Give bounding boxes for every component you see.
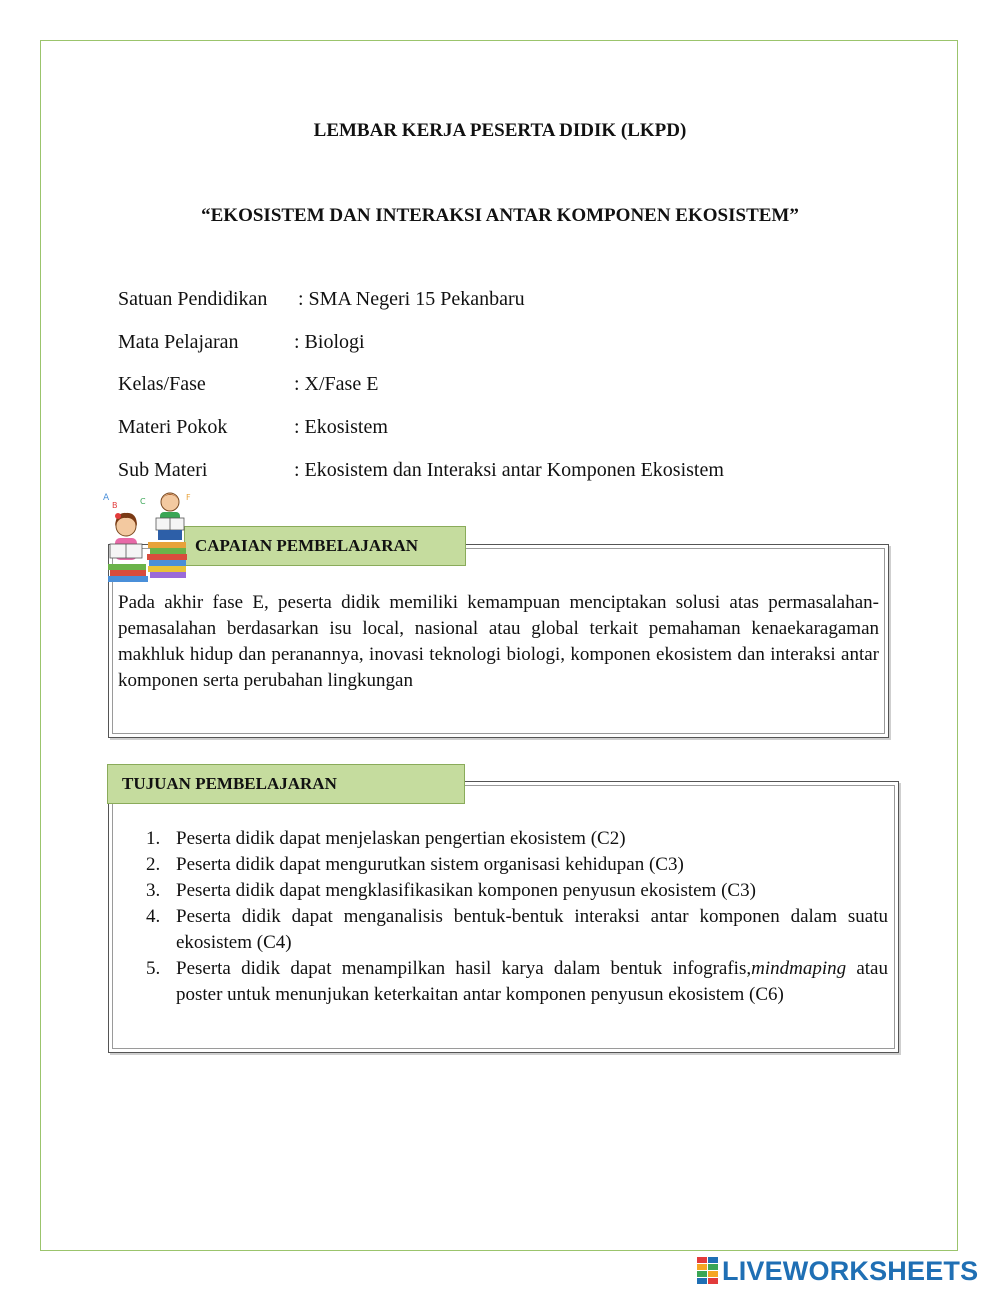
svg-text:A: A <box>103 493 110 503</box>
list-item-text <box>176 958 888 1005</box>
liveworksheets-logo-icon <box>697 1257 719 1285</box>
list-item <box>118 878 888 904</box>
list-item <box>118 904 888 956</box>
info-value: : X/Fase E <box>294 373 379 395</box>
info-value: : SMA Negeri 15 Pekanbaru <box>298 288 525 310</box>
svg-text:B: B <box>112 501 118 510</box>
kids-reading-illustration <box>100 486 196 584</box>
info-label: Sub Materi <box>118 459 208 481</box>
info-label: Mata Pelajaran <box>118 331 239 353</box>
info-label: Materi Pokok <box>118 416 228 438</box>
svg-text:C: C <box>140 497 146 506</box>
info-label: Satuan Pendidikan <box>118 288 268 310</box>
document-title: LEMBAR KERJA PESERTA DIDIK (LKPD) <box>313 120 687 141</box>
list-item <box>118 852 888 878</box>
list-item-text: Peserta didik dapat menganalisis bentuk-bentuk interaksi antar komponen dalam suatu ekosistem (C4) <box>176 906 888 953</box>
info-value: : Ekosistem dan Interaksi antar Komponen Ekosistem <box>294 459 724 481</box>
capaian-text: Pada akhir fase E, peserta didik memiliki kemampuan menciptakan solusi atas permasalahan-pemasalahan berdasarkan isu local, nasional atau global terkait pemahaman kenaekaragaman makhluk hidup dan peranannya, inovasi teknologi biologi, komponen ekosistem dan interaksi antar komponen serta perubahan lingkungan <box>118 592 879 691</box>
info-value: : Ekosistem <box>294 416 388 438</box>
list-number: 5. <box>146 958 161 979</box>
tujuan-heading: TUJUAN PEMBELAJARAN <box>107 764 465 804</box>
liveworksheets-brand: LIVEWORKSHEETS <box>722 1255 979 1286</box>
list-number: 3. <box>146 880 161 901</box>
list-item-text-part: Peserta didik dapat menampilkan hasil karya dalam bentuk infografis, <box>176 958 752 979</box>
list-number: 1. <box>146 828 161 849</box>
list-item <box>118 956 888 1008</box>
list-item-italic: mindmaping <box>751 958 847 979</box>
liveworksheets-logo[interactable] <box>697 1256 978 1286</box>
svg-text:F: F <box>186 493 191 502</box>
list-item-text: Peserta didik dapat menjelaskan pengertian ekosistem (C2) <box>176 828 626 849</box>
document-subtitle: “EKOSISTEM DAN INTERAKSI ANTAR KOMPONEN EKOSISTEM” <box>201 205 799 226</box>
list-number: 4. <box>146 906 161 927</box>
info-value: : Biologi <box>294 331 365 353</box>
list-item-text: Peserta didik dapat mengurutkan sistem organisasi kehidupan (C3) <box>176 854 684 875</box>
list-number: 2. <box>146 854 161 875</box>
list-item-text-part: atau poster untuk menunjukan keterkaitan antar komponen penyusun ekosistem (C6) <box>176 958 888 1005</box>
tujuan-list <box>118 826 888 1008</box>
list-item-text: Peserta didik dapat mengklasifikasikan komponen penyusun ekosistem (C3) <box>176 880 756 901</box>
capaian-heading: CAPAIAN PEMBELAJARAN <box>184 526 466 566</box>
info-label: Kelas/Fase <box>118 373 206 395</box>
list-item <box>118 826 888 852</box>
